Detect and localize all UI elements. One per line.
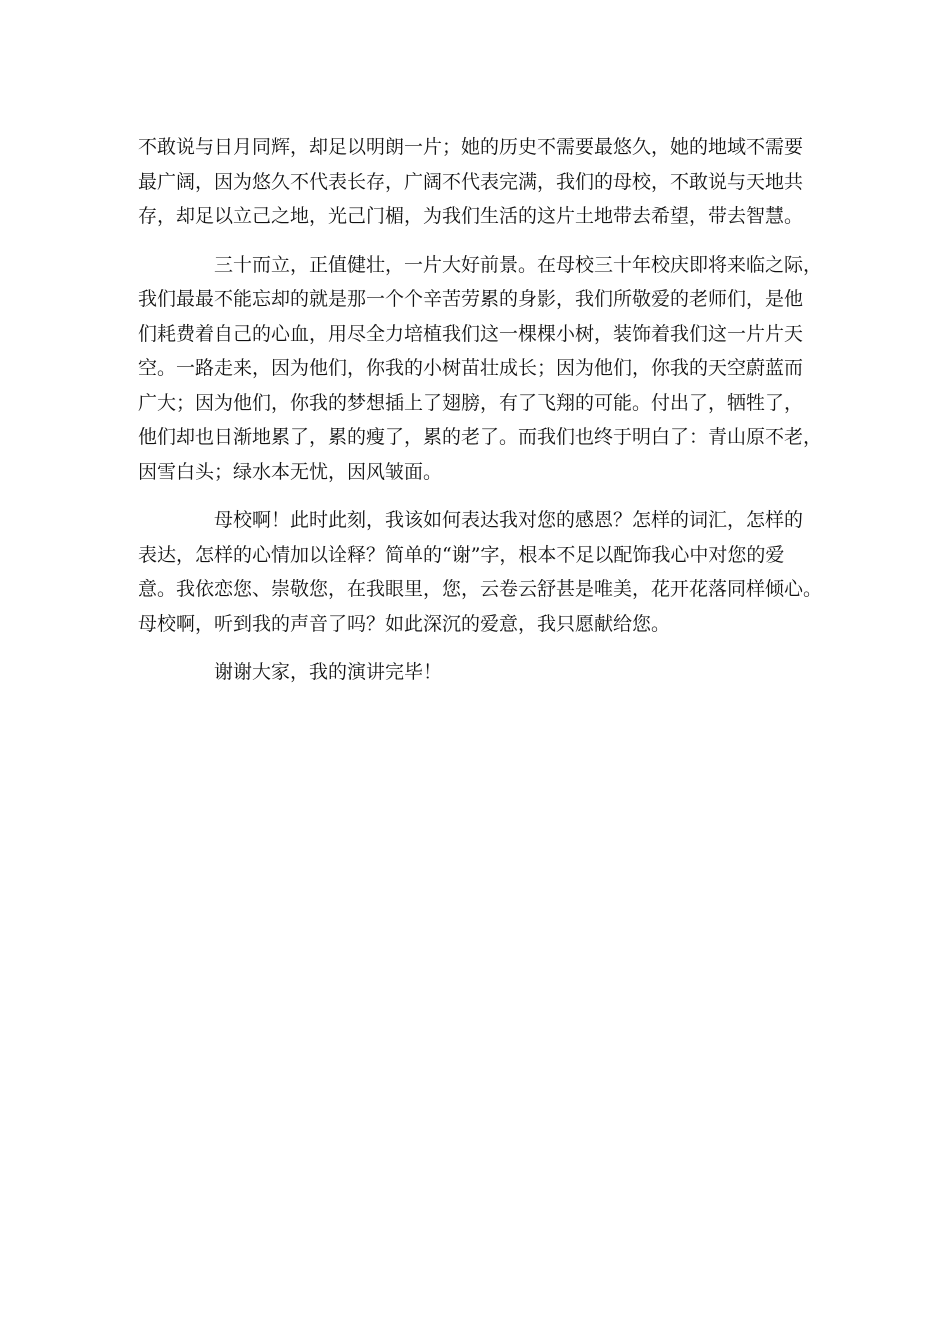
- text-line: 他们却也日渐地累了，累的瘦了，累的老了。而我们也终于明白了：青山原不老，: [138, 426, 823, 448]
- text-line: 因雪白头；绿水本无忧，因风皱面。: [138, 460, 443, 483]
- text-line: 最广阔，因为悠久不代表长存，广阔不代表完满，我们的母校，不敢说与天地共: [138, 170, 804, 193]
- text-line: 广大；因为他们，你我的梦想插上了翅膀，有了飞翔的可能。付出了，牺牲了，: [138, 391, 804, 414]
- paragraph-2: [138, 248, 823, 490]
- closing-line: 谢谢大家，我的演讲完毕！: [214, 661, 443, 683]
- text-line: 们耗费着自己的心血，用尽全力培植我们这一棵棵小树，装饰着我们这一片片天: [138, 322, 804, 345]
- text-line: 空。一路走来，因为他们，你我的小树苗壮成长；因为他们，你我的天空蔚蓝而: [138, 357, 804, 379]
- text-line: 我们最最不能忘却的就是那一个个辛苦劳累的身影，我们所敬爱的老师们，是他: [138, 288, 804, 310]
- paragraph-1: [138, 130, 818, 234]
- document-body: [138, 130, 823, 704]
- paragraph-4: [138, 655, 818, 690]
- text-line: 母校啊！此时此刻，我该如何表达我对您的感恩？怎样的词汇，怎样的: [214, 509, 804, 531]
- text-line: 母校啊，听到我的声音了吗？如此深沉的爱意，我只愿献给您。: [138, 612, 671, 635]
- text-line: 存，却足以立己之地，光己门楣，为我们生活的这片土地带去希望，带去智慧。: [138, 205, 804, 227]
- text-line: 表达，怎样的心情加以诠释？简单的“谢”字，根本不足以配饰我心中对您的爱: [138, 543, 785, 566]
- text-line: 意。我依恋您、崇敬您，在我眼里，您，云卷云舒甚是唯美，花开花落同样倾心。: [138, 578, 823, 600]
- paragraph-3: [138, 503, 823, 641]
- text-line: 三十而立，正值健壮，一片大好前景。在母校三十年校庆即将来临之际，: [214, 253, 823, 276]
- text-line: 不敢说与日月同辉，却足以明朗一片；她的历史不需要最悠久，她的地域不需要: [138, 136, 804, 158]
